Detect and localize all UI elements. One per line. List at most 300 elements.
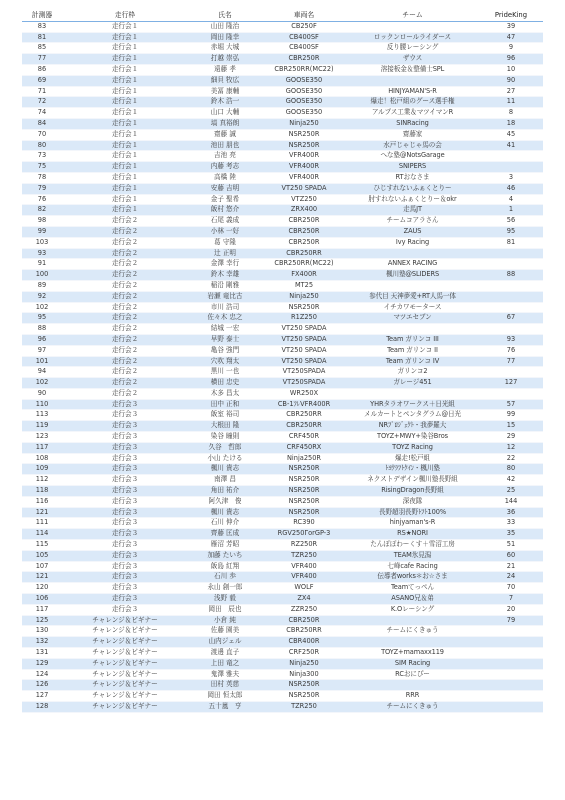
- cell-prideking: 45: [479, 129, 543, 140]
- cell-team: TOYZ+mamaxx119: [346, 648, 479, 659]
- cell-session: 走行会２: [62, 367, 188, 378]
- cell-vehicle: NSR250R: [262, 691, 346, 702]
- cell-session: チャレンジ＆ビギナー: [62, 691, 188, 702]
- cell-prideking: 99: [479, 410, 543, 421]
- cell-vehicle: CRF450RX: [262, 442, 346, 453]
- cell-transponder: 79: [22, 183, 62, 194]
- cell-team: 反り腰レーシング: [346, 43, 479, 54]
- cell-prideking: [479, 702, 543, 713]
- cell-prideking: 25: [479, 486, 543, 497]
- cell-transponder: 101: [22, 356, 62, 367]
- cell-rider-name: 田村 英慈: [188, 680, 262, 691]
- cell-session: チャレンジ＆ビギナー: [62, 658, 188, 669]
- cell-vehicle: NSR250R: [262, 464, 346, 475]
- cell-vehicle: ZZR250: [262, 604, 346, 615]
- cell-session: 走行会３: [62, 604, 188, 615]
- cell-transponder: 127: [22, 691, 62, 702]
- cell-transponder: 102: [22, 378, 62, 389]
- cell-transponder: 121: [22, 507, 62, 518]
- cell-prideking: 60: [479, 550, 543, 561]
- cell-vehicle: CBR250RR(MC22): [262, 259, 346, 270]
- header-vehicle: 車両名: [262, 11, 346, 21]
- table-row: [22, 108, 543, 119]
- cell-prideking: 21: [479, 561, 543, 572]
- table-row: [22, 64, 543, 75]
- cell-prideking: 41: [479, 140, 543, 151]
- cell-rider-name: 浅野 毅: [188, 594, 262, 605]
- table-row: [22, 291, 543, 302]
- cell-team: アルプス工業＆マツイマンR: [346, 108, 479, 119]
- cell-session: 走行会１: [62, 172, 188, 183]
- cell-vehicle: GOOSE350: [262, 97, 346, 108]
- cell-vehicle: CBR250R: [262, 226, 346, 237]
- cell-team: Team ガリンコ IV: [346, 356, 479, 367]
- cell-rider-name: 結城 一宏: [188, 324, 262, 335]
- cell-prideking: 24: [479, 572, 543, 583]
- cell-transponder: 81: [22, 32, 62, 43]
- cell-rider-name: 高橋 陸: [188, 172, 262, 183]
- header-name: 氏名: [188, 11, 262, 21]
- cell-transponder: 76: [22, 194, 62, 205]
- cell-prideking: [479, 280, 543, 291]
- cell-rider-name: 鬼澤 雅夫: [188, 669, 262, 680]
- cell-rider-name: 吉池 亮: [188, 151, 262, 162]
- cell-vehicle: VFR400R: [262, 162, 346, 173]
- cell-team: チームコアラさん: [346, 216, 479, 227]
- cell-transponder: 130: [22, 626, 62, 637]
- cell-team: 齋藤家: [346, 129, 479, 140]
- cell-vehicle: VT250SPADA: [262, 367, 346, 378]
- table-row: [22, 226, 543, 237]
- cell-transponder: 78: [22, 172, 62, 183]
- cell-prideking: 8: [479, 108, 543, 119]
- cell-session: 走行会２: [62, 345, 188, 356]
- cell-prideking: 39: [479, 21, 543, 32]
- cell-rider-name: 安藤 吉明: [188, 183, 262, 194]
- cell-prideking: 80: [479, 464, 543, 475]
- cell-session: 走行会２: [62, 388, 188, 399]
- cell-vehicle: NSR250R: [262, 496, 346, 507]
- cell-session: 走行会３: [62, 432, 188, 443]
- cell-transponder: 74: [22, 108, 62, 119]
- cell-vehicle: Ninja250: [262, 658, 346, 669]
- cell-rider-name: 石尾 義成: [188, 216, 262, 227]
- cell-rider-name: 久谷 哲郎: [188, 442, 262, 453]
- cell-team: ANNEX RACING: [346, 259, 479, 270]
- entry-list-sheet: [22, 11, 543, 713]
- cell-session: チャレンジ＆ビギナー: [62, 669, 188, 680]
- cell-session: 走行会３: [62, 442, 188, 453]
- table-row: [22, 702, 543, 713]
- table-row: [22, 658, 543, 669]
- cell-session: 走行会３: [62, 550, 188, 561]
- cell-session: 走行会３: [62, 475, 188, 486]
- cell-transponder: 123: [22, 432, 62, 443]
- cell-team: [346, 280, 479, 291]
- table-row: [22, 270, 543, 281]
- cell-team: [346, 388, 479, 399]
- cell-rider-name: 塙 真裕朗: [188, 118, 262, 129]
- table-row: [22, 496, 543, 507]
- cell-transponder: 84: [22, 118, 62, 129]
- cell-transponder: 99: [22, 226, 62, 237]
- cell-rider-name: 金澤 幸行: [188, 259, 262, 270]
- cell-session: 走行会２: [62, 248, 188, 259]
- table-row: [22, 172, 543, 183]
- cell-prideking: [479, 151, 543, 162]
- cell-transponder: 102: [22, 302, 62, 313]
- cell-vehicle: NSR250R: [262, 486, 346, 497]
- cell-team: ガレージ451: [346, 378, 479, 389]
- cell-session: 走行会２: [62, 291, 188, 302]
- cell-vehicle: Ninja250: [262, 291, 346, 302]
- cell-team: ZAUS: [346, 226, 479, 237]
- cell-session: 走行会１: [62, 140, 188, 151]
- cell-team: [346, 248, 479, 259]
- cell-rider-name: 内藤 考志: [188, 162, 262, 173]
- cell-session: 走行会１: [62, 43, 188, 54]
- cell-rider-name: 岡田 恒太郎: [188, 691, 262, 702]
- cell-session: 走行会３: [62, 496, 188, 507]
- cell-vehicle: Ninja250: [262, 118, 346, 129]
- cell-team: Teamてっぺん: [346, 583, 479, 594]
- cell-vehicle: CBR250R: [262, 615, 346, 626]
- cell-session: 走行会３: [62, 410, 188, 421]
- cell-transponder: 121: [22, 572, 62, 583]
- table-row: [22, 615, 543, 626]
- cell-transponder: 107: [22, 561, 62, 572]
- cell-rider-name: 渡邊 直子: [188, 648, 262, 659]
- table-row: [22, 475, 543, 486]
- cell-rider-name: 小山 たける: [188, 453, 262, 464]
- cell-vehicle: CBR250RR(MC22): [262, 64, 346, 75]
- cell-transponder: 125: [22, 615, 62, 626]
- cell-session: 走行会３: [62, 421, 188, 432]
- table-row: [22, 32, 543, 43]
- table-row: [22, 637, 543, 648]
- cell-rider-name: 加藤 たいち: [188, 550, 262, 561]
- cell-team: 七峰cafe Racing: [346, 561, 479, 572]
- table-row: [22, 97, 543, 108]
- cell-team: [346, 680, 479, 691]
- table-row: [22, 680, 543, 691]
- cell-vehicle: NSR250R: [262, 475, 346, 486]
- cell-team: へな塾@NotsGarage: [346, 151, 479, 162]
- cell-rider-name: 楓川 貴志: [188, 507, 262, 518]
- cell-rider-name: 齊藤 匡成: [188, 529, 262, 540]
- table-row: [22, 313, 543, 324]
- cell-team: NRﾌﾟﾛｼﾞｪｸﾄ・我夢羅大: [346, 421, 479, 432]
- cell-transponder: 89: [22, 280, 62, 291]
- table-row: [22, 464, 543, 475]
- cell-rider-name: 染谷 瞳則: [188, 432, 262, 443]
- table-row: [22, 518, 543, 529]
- cell-team: ロックンロールライダース: [346, 32, 479, 43]
- cell-rider-name: 楓川 貴志: [188, 464, 262, 475]
- cell-team: ガリンコ2: [346, 367, 479, 378]
- cell-rider-name: 飯島 紅翔: [188, 561, 262, 572]
- cell-vehicle: MT25: [262, 280, 346, 291]
- cell-transponder: 115: [22, 540, 62, 551]
- table-row: [22, 129, 543, 140]
- cell-rider-name: 佐々木 忠之: [188, 313, 262, 324]
- cell-transponder: 94: [22, 367, 62, 378]
- cell-prideking: 46: [479, 183, 543, 194]
- cell-rider-name: 石川 歩: [188, 572, 262, 583]
- cell-session: 走行会３: [62, 453, 188, 464]
- cell-vehicle: TZR250: [262, 702, 346, 713]
- cell-rider-name: 大根田 隆: [188, 421, 262, 432]
- cell-vehicle: VFR400R: [262, 172, 346, 183]
- table-row: [22, 216, 543, 227]
- cell-session: 走行会１: [62, 151, 188, 162]
- cell-vehicle: Ninja250R: [262, 453, 346, 464]
- cell-session: 走行会１: [62, 54, 188, 65]
- cell-vehicle: NSR250R: [262, 680, 346, 691]
- cell-prideking: [479, 669, 543, 680]
- cell-transponder: 103: [22, 237, 62, 248]
- cell-rider-name: 辻 正明: [188, 248, 262, 259]
- table-row: [22, 604, 543, 615]
- cell-rider-name: 佐藤 園美: [188, 626, 262, 637]
- table-row: [22, 237, 543, 248]
- cell-prideking: 1: [479, 205, 543, 216]
- cell-rider-name: 亀谷 強門: [188, 345, 262, 356]
- cell-prideking: 67: [479, 313, 543, 324]
- cell-vehicle: ZRX400: [262, 205, 346, 216]
- table-row: [22, 626, 543, 637]
- table-row: [22, 118, 543, 129]
- cell-prideking: 47: [479, 32, 543, 43]
- table-row: [22, 54, 543, 65]
- cell-rider-name: 美冨 康輔: [188, 86, 262, 97]
- cell-transponder: 108: [22, 453, 62, 464]
- cell-team: 爆走！松戸組のグース選手権: [346, 97, 479, 108]
- cell-transponder: 80: [22, 140, 62, 151]
- cell-rider-name: 金子 聖希: [188, 194, 262, 205]
- cell-transponder: 128: [22, 702, 62, 713]
- cell-prideking: 95: [479, 226, 543, 237]
- cell-prideking: [479, 324, 543, 335]
- cell-session: 走行会２: [62, 378, 188, 389]
- cell-vehicle: WOLF: [262, 583, 346, 594]
- cell-prideking: 7: [479, 594, 543, 605]
- header-session: 走行枠: [62, 11, 188, 21]
- cell-team: K.Oレーシング: [346, 604, 479, 615]
- cell-rider-name: 飯室 裕司: [188, 410, 262, 421]
- cell-vehicle: CBR250R: [262, 216, 346, 227]
- cell-vehicle: CBR250R: [262, 54, 346, 65]
- table-row: [22, 183, 543, 194]
- cell-prideking: [479, 302, 543, 313]
- cell-rider-name: 角田 祐介: [188, 486, 262, 497]
- cell-prideking: 77: [479, 356, 543, 367]
- cell-vehicle: CRF450R: [262, 432, 346, 443]
- cell-session: 走行会３: [62, 540, 188, 551]
- table-body: [22, 21, 543, 712]
- cell-prideking: [479, 388, 543, 399]
- cell-session: 走行会１: [62, 162, 188, 173]
- cell-prideking: 15: [479, 421, 543, 432]
- cell-vehicle: CRF250R: [262, 648, 346, 659]
- table-row: [22, 453, 543, 464]
- header-transponder: 計測器: [22, 11, 62, 21]
- cell-vehicle: GOOSE350: [262, 108, 346, 119]
- cell-rider-name: 阿久津 俊: [188, 496, 262, 507]
- table-row: [22, 388, 543, 399]
- cell-transponder: 93: [22, 248, 62, 259]
- cell-transponder: 69: [22, 75, 62, 86]
- cell-vehicle: RZ250R: [262, 540, 346, 551]
- table-row: [22, 378, 543, 389]
- cell-transponder: 100: [22, 270, 62, 281]
- cell-prideking: 42: [479, 475, 543, 486]
- cell-session: 走行会２: [62, 226, 188, 237]
- cell-team: チームにくきゅう: [346, 702, 479, 713]
- table-row: [22, 367, 543, 378]
- cell-team: [346, 637, 479, 648]
- cell-transponder: 92: [22, 291, 62, 302]
- cell-team: YHRタラオワークス＋日光組: [346, 399, 479, 410]
- cell-prideking: 3: [479, 172, 543, 183]
- cell-team: 深夜隊: [346, 496, 479, 507]
- cell-transponder: 96: [22, 334, 62, 345]
- cell-session: 走行会３: [62, 464, 188, 475]
- cell-rider-name: 小倉 純: [188, 615, 262, 626]
- cell-vehicle: R1Z250: [262, 313, 346, 324]
- table-row: [22, 280, 543, 291]
- cell-transponder: 82: [22, 205, 62, 216]
- cell-vehicle: VT250 SPADA: [262, 324, 346, 335]
- cell-team: 楓川塾@SLIDERS: [346, 270, 479, 281]
- cell-rider-name: 横田 忠史: [188, 378, 262, 389]
- cell-prideking: 35: [479, 529, 543, 540]
- table-row: [22, 345, 543, 356]
- cell-session: チャレンジ＆ビギナー: [62, 648, 188, 659]
- cell-team: RCおにぴー: [346, 669, 479, 680]
- cell-transponder: 113: [22, 410, 62, 421]
- cell-transponder: 111: [22, 518, 62, 529]
- cell-rider-name: 稲沿 剛雅: [188, 280, 262, 291]
- cell-rider-name: 鈴木 幸雄: [188, 270, 262, 281]
- cell-team: ひじすれないふぁくとりー: [346, 183, 479, 194]
- cell-vehicle: CB400SF: [262, 43, 346, 54]
- cell-rider-name: 齋藤 誠: [188, 129, 262, 140]
- cell-prideking: [479, 259, 543, 270]
- cell-transponder: 95: [22, 313, 62, 324]
- cell-vehicle: VT250SPADA: [262, 378, 346, 389]
- cell-session: 走行会１: [62, 205, 188, 216]
- cell-team: Team ガリンコ III: [346, 334, 479, 345]
- cell-team: 伝導者works＊お☆さま: [346, 572, 479, 583]
- cell-rider-name: 飯村 悠介: [188, 205, 262, 216]
- cell-rider-name: 木多 昌太: [188, 388, 262, 399]
- table-row: [22, 399, 543, 410]
- table-row: [22, 410, 543, 421]
- cell-prideking: [479, 648, 543, 659]
- cell-rider-name: 岡田 辰也: [188, 604, 262, 615]
- cell-prideking: [479, 658, 543, 669]
- cell-transponder: 85: [22, 43, 62, 54]
- cell-team: [346, 75, 479, 86]
- cell-prideking: [479, 248, 543, 259]
- cell-prideking: 11: [479, 97, 543, 108]
- cell-session: 走行会２: [62, 270, 188, 281]
- cell-prideking: 18: [479, 118, 543, 129]
- cell-transponder: 112: [22, 475, 62, 486]
- cell-vehicle: WR250X: [262, 388, 346, 399]
- cell-transponder: 83: [22, 21, 62, 32]
- cell-team: ネクストデザイン楓川塾長野組: [346, 475, 479, 486]
- cell-transponder: 73: [22, 151, 62, 162]
- cell-session: 走行会３: [62, 594, 188, 605]
- cell-team: たんぽぽわーくす＋雪沼工房: [346, 540, 479, 551]
- cell-session: 走行会３: [62, 572, 188, 583]
- cell-team: 肘すれないふぁくとりー＆okr: [346, 194, 479, 205]
- cell-session: 走行会２: [62, 237, 188, 248]
- cell-transponder: 97: [22, 345, 62, 356]
- cell-vehicle: CBR250RR: [262, 410, 346, 421]
- cell-team: チームにくきゅう: [346, 626, 479, 637]
- cell-session: 走行会２: [62, 216, 188, 227]
- cell-session: 走行会３: [62, 486, 188, 497]
- cell-team: HINJYAMAN'S-R: [346, 86, 479, 97]
- cell-session: 走行会３: [62, 518, 188, 529]
- cell-rider-name: 石川 伸介: [188, 518, 262, 529]
- cell-session: 走行会２: [62, 280, 188, 291]
- table-row: [22, 259, 543, 270]
- cell-session: 走行会１: [62, 108, 188, 119]
- cell-transponder: 91: [22, 259, 62, 270]
- cell-transponder: 70: [22, 129, 62, 140]
- cell-prideking: 93: [479, 334, 543, 345]
- cell-team: 走馬JT: [346, 205, 479, 216]
- cell-transponder: 126: [22, 680, 62, 691]
- cell-team: メルカートとペンタグラム@日光: [346, 410, 479, 421]
- cell-team: [346, 21, 479, 32]
- cell-transponder: 105: [22, 550, 62, 561]
- cell-prideking: [479, 680, 543, 691]
- cell-session: 走行会３: [62, 583, 188, 594]
- cell-rider-name: 岩瀬 竜比古: [188, 291, 262, 302]
- cell-transponder: 88: [22, 324, 62, 335]
- cell-vehicle: NSR250R: [262, 302, 346, 313]
- cell-transponder: 109: [22, 464, 62, 475]
- table-row: [22, 561, 543, 572]
- cell-team: TOYZ+MWY+染谷Bros: [346, 432, 479, 443]
- cell-transponder: 129: [22, 658, 62, 669]
- entry-table: [22, 11, 543, 713]
- table-header: [22, 11, 543, 21]
- cell-prideking: [479, 691, 543, 702]
- cell-session: 走行会２: [62, 324, 188, 335]
- cell-team: イチカワモータース: [346, 302, 479, 313]
- cell-vehicle: GOOSE350: [262, 86, 346, 97]
- cell-team: ザウス: [346, 54, 479, 65]
- cell-vehicle: RGV250ΓorGP-3: [262, 529, 346, 540]
- cell-vehicle: ZX4: [262, 594, 346, 605]
- cell-session: 走行会２: [62, 334, 188, 345]
- cell-vehicle: CBR400R: [262, 637, 346, 648]
- cell-transponder: 120: [22, 583, 62, 594]
- table-row: [22, 648, 543, 659]
- cell-prideking: 10: [479, 64, 543, 75]
- header-row: [22, 11, 543, 21]
- cell-vehicle: NSR250R: [262, 140, 346, 151]
- cell-transponder: 132: [22, 637, 62, 648]
- cell-vehicle: CBR250RR: [262, 248, 346, 259]
- cell-prideking: 22: [479, 453, 543, 464]
